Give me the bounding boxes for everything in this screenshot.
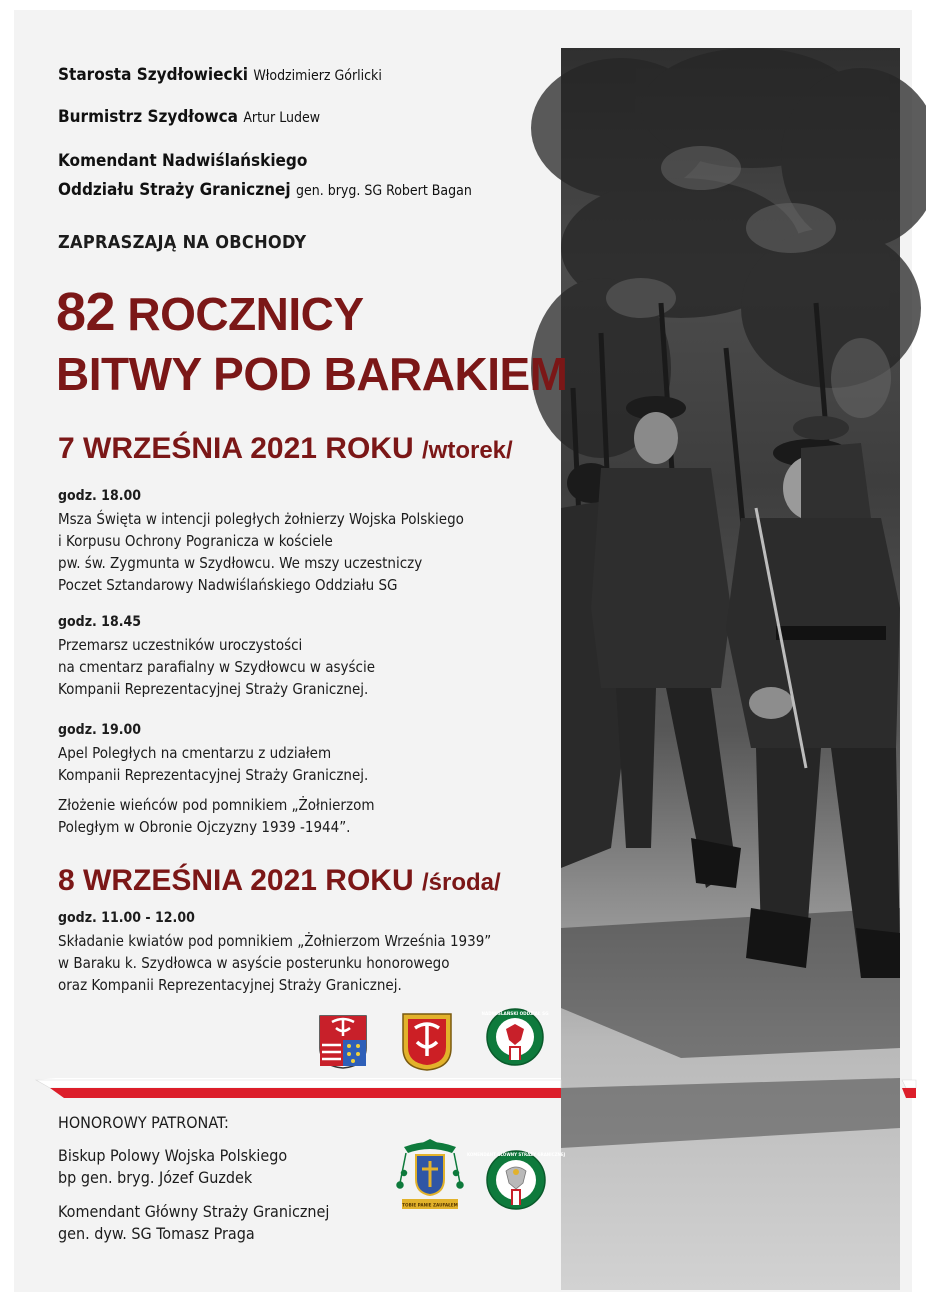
event-line: i Korpusu Ochrony Pogranicza w kościele: [58, 532, 333, 550]
organizer-komendant-line2: [58, 180, 472, 200]
event-line: Składanie kwiatów pod pomnikiem „Żołnierzom Września 1939”: [58, 932, 492, 950]
patron-title: Biskup Polowy Wojska Polskiego: [58, 1146, 288, 1165]
szydlowiec-town-coat-of-arms-icon: [401, 1012, 453, 1072]
organizer-burmistrz: [58, 107, 320, 127]
event-line: Przemarsz uczestników uroczystości: [58, 636, 303, 654]
organizer-komendant-line1: [58, 151, 307, 171]
event-description-extra: [58, 794, 558, 838]
patronage-heading: HONOROWY PATRONAT:: [58, 1113, 229, 1132]
event-line: Kompanii Reprezentacyjnej Straży Granicznej.: [58, 766, 369, 784]
event-line: na cmentarz parafialny w Szydłowcu w asyście: [58, 658, 376, 676]
field-bishop-coat-of-arms-icon: [394, 1137, 466, 1213]
organizer-person: Artur Ludew: [243, 110, 320, 126]
patron-person: bp gen. bryg. Józef Guzdek: [58, 1168, 253, 1187]
day1-date: [58, 432, 513, 466]
historic-photo-soldiers: [561, 48, 900, 1290]
badge-lettering: NADWIŚLAŃSKI ODDZIAŁ SG: [481, 1011, 549, 1016]
patron-person: gen. dyw. SG Tomasz Praga: [58, 1224, 255, 1243]
organizer-title: Komendant Nadwiślańskiego: [58, 151, 308, 171]
event-description: [58, 634, 558, 700]
headline-word: ROCZNICY: [127, 288, 364, 340]
organizer-title: Starosta Szydłowiecki: [58, 65, 248, 85]
invite-line: ZAPRASZAJĄ NA OBCHODY: [58, 232, 307, 253]
day2-date-text: 8 WRZEŚNIA 2021 ROKU: [58, 864, 414, 897]
event-line: Poległym w Obronie Ojczyzny 1939 -1944”.: [58, 818, 351, 836]
headline-number: 82: [56, 282, 116, 342]
organizer-person: gen. bryg. SG Robert Bagan: [295, 183, 472, 199]
event-description: [58, 930, 558, 996]
headline-line1: [56, 284, 364, 342]
event-time: godz. 11.00 - 12.00: [58, 910, 195, 926]
organizer-starosta: [58, 65, 382, 85]
motto-lettering: TOBIE PANIE ZAUFAŁEM: [402, 1202, 458, 1208]
organizer-title: Oddziału Straży Granicznej: [58, 180, 291, 200]
event-description: [58, 742, 558, 786]
event-line: Kompanii Reprezentacyjnej Straży Granicznej.: [58, 680, 369, 698]
headline-line2: BITWY POD BARAKIEM: [56, 348, 568, 400]
event-time: godz. 18.45: [58, 614, 142, 630]
border-guard-chief-badge-icon: [466, 1143, 566, 1217]
nadwislanski-border-guard-badge-icon: [481, 1004, 549, 1070]
day1-date-text: 7 WRZEŚNIA 2021 ROKU: [58, 432, 414, 465]
event-time: godz. 18.00: [58, 488, 142, 504]
patron-1: [58, 1145, 287, 1189]
badge-lettering: KOMENDANT GŁÓWNY STRAŻY GRANICZNEJ: [466, 1152, 566, 1157]
event-time: godz. 19.00: [58, 722, 142, 738]
organizer-title: Burmistrz Szydłowca: [58, 107, 238, 127]
day2-weekday: /środa/: [421, 869, 501, 896]
event-line: Złożenie wieńców pod pomnikiem „Żołnierzom: [58, 796, 375, 814]
event-line: Msza Święta w intencji poległych żołnierzy Wojska Polskiego: [58, 510, 464, 528]
day2-date: [58, 864, 501, 898]
event-description: [58, 508, 558, 596]
event-line: oraz Kompanii Reprezentacyjnej Straży Granicznej.: [58, 976, 402, 994]
szydlowiec-county-coat-of-arms-icon: [318, 1014, 368, 1070]
organizer-person: Włodzimierz Górlicki: [253, 68, 382, 84]
day1-weekday: /wtorek/: [421, 437, 513, 464]
event-line: w Baraku k. Szydłowca w asyście posterunku honorowego: [58, 954, 450, 972]
event-line: Poczet Sztandarowy Nadwiślańskiego Oddziału SG: [58, 576, 398, 594]
event-line: pw. św. Zygmunta w Szydłowcu. We mszy uczestniczy: [58, 554, 423, 572]
polish-flag-ribbon: [36, 1076, 916, 1100]
patron-2: [58, 1201, 329, 1245]
patron-title: Komendant Główny Straży Granicznej: [58, 1202, 330, 1221]
event-line: Apel Poległych na cmentarzu z udziałem: [58, 744, 332, 762]
